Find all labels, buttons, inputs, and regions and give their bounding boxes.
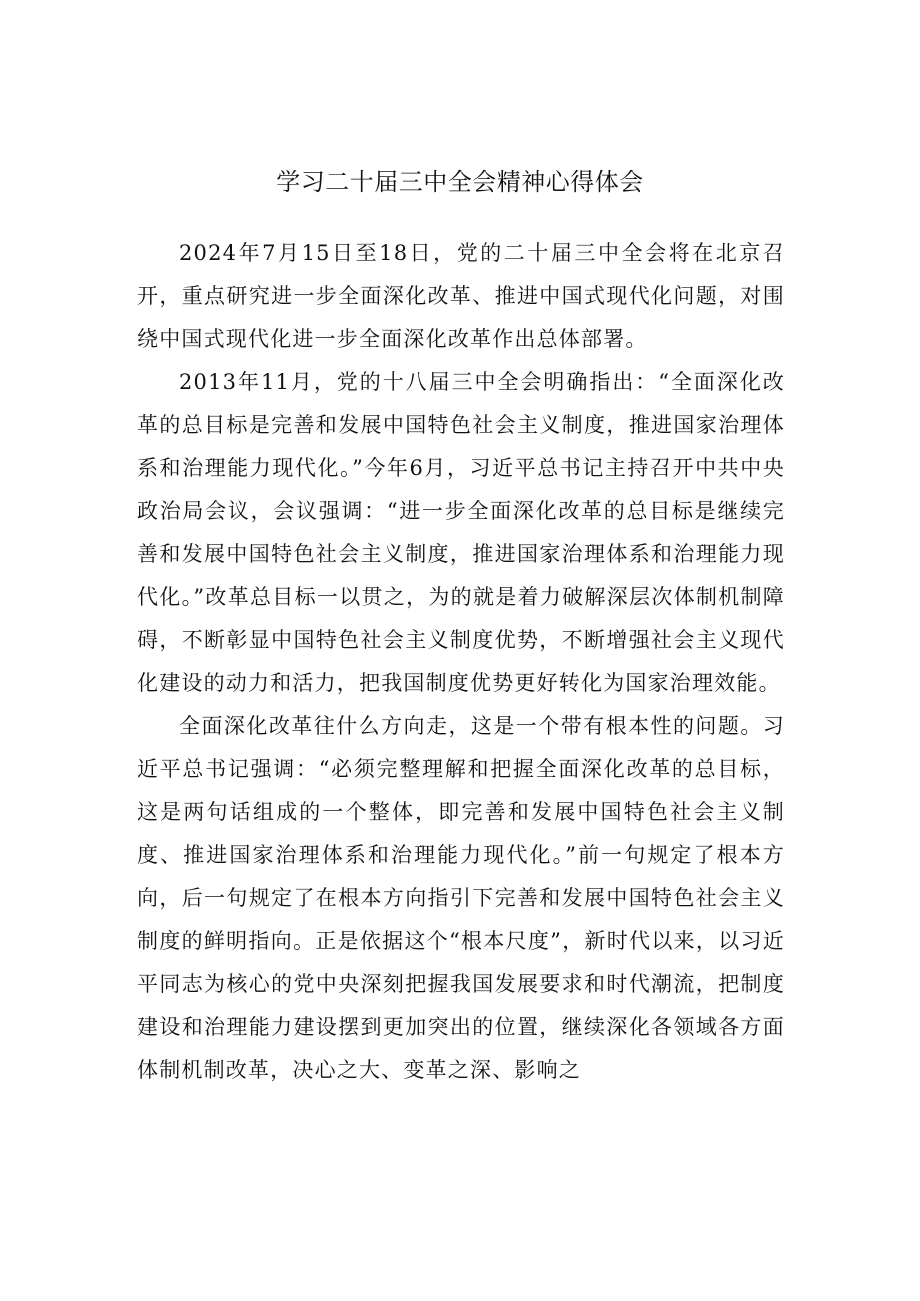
document-title: 学习二十届三中全会精神心得体会 [276,168,644,196]
paragraph-3: 全面深化改革往什么方向走，这是一个带有根本性的问题。习近平总书记强调：“必须完整理解和把握全面深化改革的总目标，这是两句话组成的一个整体，即完善和发展中国特色社会主义制度、推进国家治理体系和治理能力现代化。”前一句规定了根本方向，后一句规定了在根本方向指引下完善和发展中国特色社会主义制度的鲜明指向。正是依据这个“根本尺度”，新时代以来，以习近平同志为核心的党中央深刻把握我国发展要求和时代潮流，把制度建设和治理能力建设摆到更加突出的位置，继续深化各领域各方面体制机制改革，决心之大、变革之深、影响之 [137,714,785,1082]
paragraph-2: 2013年11月，党的十八届三中全会明确指出：“全面深化改革的总目标是完善和发展中国特色社会主义制度，推进国家治理体系和治理能力现代化。”今年6月，习近平总书记主持召开中共中央政治局会议，会议强调：“进一步全面深化改革的总目标是继续完善和发展中国特色社会主义制度，推进国家治理体系和治理能力现代化。”改革总目标一以贯之，为的就是着力破解深层次体制机制障碍，不断彰显中国特色社会主义制度优势，不断增强社会主义现代化建设的动力和活力，把我国制度优势更好转化为国家治理效能。 [137,370,785,695]
document-body [137,232,785,1092]
paragraph-1: 2024年7月15日至18日，党的二十届三中全会将在北京召开，重点研究进一步全面深化改革、推进中国式现代化问题，对围绕中国式现代化进一步全面深化改革作出总体部署。 [137,241,785,351]
